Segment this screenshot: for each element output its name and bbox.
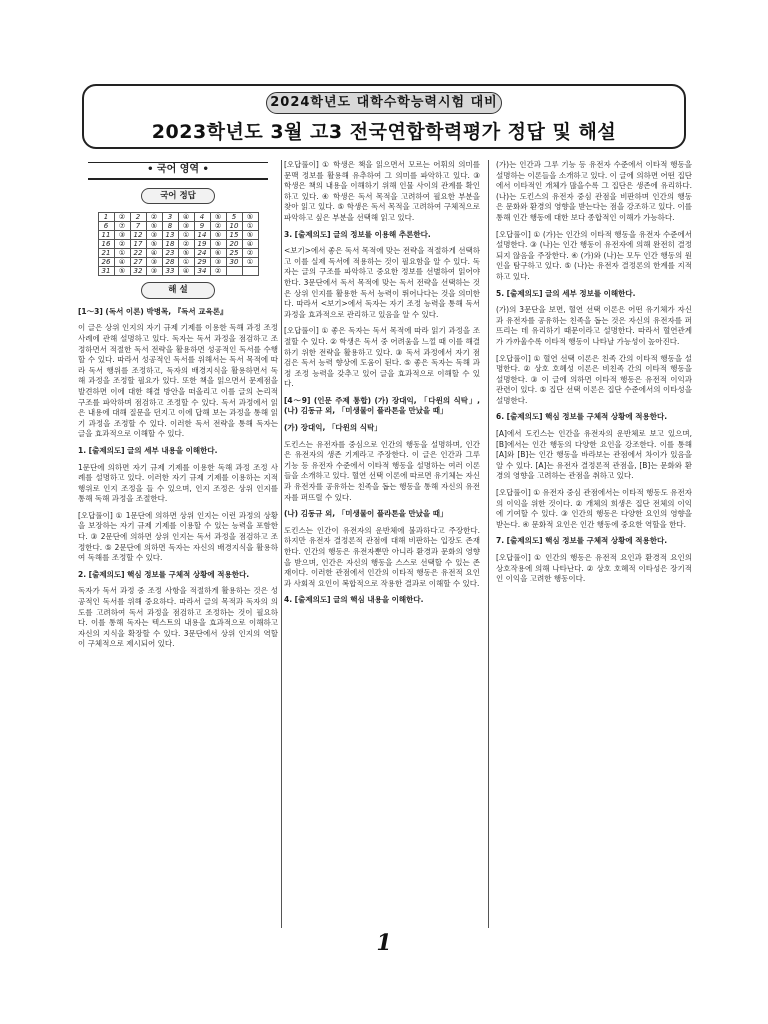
page-number: 1 bbox=[376, 930, 392, 956]
question-number-cell: 6 bbox=[98, 222, 114, 231]
passage-heading: [4～9] (인문 주제 통합) (가) 장대익, 「다윈의 식탁」, (나) 김동규 외, 「미생물이 플라톤을 만났을 때」 bbox=[284, 395, 480, 416]
paragraph: [오답풀이] ① (가)는 인간의 이타적 행동을 유전자 수준에서 설명한다. ③ (나)는 인간 행동이 유전자에 의해 완전히 결정되지 않음을 주장한다. ④ (가)와 (나)는 모두 인간 행동의 원인을 탐구하고 있다. ⑤ (나)는 유전자 결정론의 한계를 지적하고 있다. bbox=[496, 229, 692, 281]
question-number-cell: 19 bbox=[194, 240, 210, 249]
question-number-cell: 32 bbox=[130, 267, 146, 276]
question-heading: 7. [출제의도] 핵심 정보를 구체적 상황에 적용한다. bbox=[496, 536, 668, 546]
question-number-cell: 27 bbox=[130, 258, 146, 267]
question-heading: 2. [출제의도] 핵심 정보를 구체적 상황에 적용한다. bbox=[78, 569, 250, 579]
answer-row bbox=[98, 249, 258, 258]
answer-cell: ② bbox=[146, 213, 162, 222]
answer-cell: ④ bbox=[114, 258, 130, 267]
question-number-cell: 3 bbox=[162, 213, 178, 222]
question-number-cell: 31 bbox=[98, 267, 114, 276]
question-number-cell: 22 bbox=[130, 249, 146, 258]
answer-cell: ② bbox=[210, 267, 226, 276]
answer-cell bbox=[242, 267, 258, 276]
question-number-cell: 1 bbox=[98, 213, 114, 222]
answer-cell: ⑤ bbox=[178, 249, 194, 258]
answer-row bbox=[98, 231, 258, 240]
answer-row bbox=[98, 267, 258, 276]
question-heading: 3. [출제의도] 글의 정보를 이용해 추론한다. bbox=[284, 229, 431, 239]
question-number-cell: 5 bbox=[226, 213, 242, 222]
paragraph: 도킨스는 인간이 유전자의 운반체에 불과하다고 주장한다. 하지만 유전자 결정론적 관점에 대해 비판하는 입장도 존재한다. 인간의 행동은 유전자뿐만 아니라 환경과 문화의 영향을 받으며, 인간은 자신의 행동을 스스로 선택할 수 있는 존재이다. 이러한 관점에서 인간의 이타적 행동은 유전적 요인과 사회적 요인이 복합적으로 작용한 결과로 이해할 수 있다. bbox=[284, 525, 480, 588]
question-number-cell: 12 bbox=[130, 231, 146, 240]
question-number-cell: 21 bbox=[98, 249, 114, 258]
page-title: 2023학년도 3월 고3 전국연합학력평가 정답 및 해설 bbox=[151, 121, 617, 143]
paragraph: 독자가 독서 과정 중 조정 사항을 적절하게 활용하는 것은 성공적인 독서를 위해 중요하다. 따라서 글의 목적과 독자의 의도를 고려하여 독서 과정을 점검하고 조정하는 것이 필요하다. 이를 통해 독자는 텍스트의 내용을 효과적으로 이해하고 자신의 지식을 확장할 수 있다. 3문단에서 상위 인지의 역할이 구체적으로 제시되어 있다. bbox=[78, 586, 278, 649]
question-number-cell: 10 bbox=[226, 222, 242, 231]
exam-subtitle: 2024학년도 대학수학능력시험 대비 bbox=[266, 92, 502, 114]
paragraph: [오답풀이] ① 혈연 선택 이론은 친족 간의 이타적 행동을 설명한다. ② 상호 호혜성 이론은 비친족 간의 이타적 행동을 설명한다. ③ 이 글에 의하면 이타적 행동은 유전적 이익과 관련이 있다. ⑤ 집단 선택 이론은 집단 수준에서의 이타성을 설명한다. bbox=[496, 353, 692, 405]
answer-row bbox=[98, 240, 258, 249]
answer-cell: ③ bbox=[146, 258, 162, 267]
answer-cell: ⑤ bbox=[146, 240, 162, 249]
answer-cell: ① bbox=[178, 231, 194, 240]
passage-subheading: (나) 김동규 외, 「미생물이 플라톤을 만났을 때」 bbox=[284, 509, 448, 519]
answer-cell: ① bbox=[114, 249, 130, 258]
question-heading: 6. [출제의도] 핵심 정보를 구체적 상황에 적용한다. bbox=[496, 412, 668, 422]
question-number-cell: 9 bbox=[194, 222, 210, 231]
answer-cell: ③ bbox=[114, 231, 130, 240]
answer-cell: ⑥ bbox=[210, 249, 226, 258]
question-number-cell: 26 bbox=[98, 258, 114, 267]
question-number-cell: 33 bbox=[162, 267, 178, 276]
paragraph: 이 글은 상위 인지의 자기 규제 기제를 이용한 독해 과정 조정 사례에 관해 설명하고 있다. 독자는 독서 과정을 점검하고 조정하면서 적절한 독서 전략을 활용하면 성공적인 독서를 수행할 수 있다. 따라서 성공적인 독서를 위해서는 독서 목적에 따라 독서 행위를 조정하고, 독자의 배경지식을 활용하면서 독해 과정을 조정할 필요가 있다. 또한 책을 읽으면서 문제점을 발견하면 이에 대한 해결 방안을 떠올리고 이를 글의 논리적 구조를 파악하며 점검하고 조정할 수 있다. 독서 과정에서 읽은 내용에 대해 질문을 던지고 이에 답해 보는 과정을 통해 읽기 과정을 조정할 수 있다. 이러한 독서 전략을 통해 독자는 글을 효과적으로 이해할 수 있다. bbox=[78, 323, 278, 439]
question-number-cell: 8 bbox=[162, 222, 178, 231]
answer-cell: ① bbox=[242, 222, 258, 231]
answer-cell: ⑤ bbox=[114, 267, 130, 276]
answer-cell: ④ bbox=[178, 213, 194, 222]
question-number-cell: 23 bbox=[162, 249, 178, 258]
answer-cell: ③ bbox=[146, 267, 162, 276]
question-number-cell: 28 bbox=[162, 258, 178, 267]
question-heading: 4. [출제의도] 글의 핵심 내용을 이해한다. bbox=[284, 595, 424, 605]
column-divider bbox=[281, 160, 282, 928]
answer-cell: ② bbox=[178, 240, 194, 249]
answer-key-label: 국어 정답 bbox=[141, 188, 215, 205]
answer-cell: ② bbox=[242, 249, 258, 258]
question-number-cell: 18 bbox=[162, 240, 178, 249]
paragraph: [오답풀이] ① 학생은 책을 읽으면서 모르는 어휘의 의미를 문맥 정보를 활용해 유추하여 그 의미를 파악하고 있다. ③ 학생은 책의 내용을 이해하기 위해 인물 사이의 관계를 확인하고 있다. ④ 학생은 독서 목적을 고려하여 필요한 부분을 찾아 읽고 있다. ⑤ 학생은 독서 목적을 고려하여 구체적으로 파악하고 싶은 부분을 선택해 읽고 있다. bbox=[284, 160, 480, 222]
answer-cell: ② bbox=[114, 213, 130, 222]
question-number-cell: 25 bbox=[226, 249, 242, 258]
answer-row bbox=[98, 222, 258, 231]
paragraph: 도킨스는 유전자를 중심으로 인간의 행동을 설명하며, 인간은 유전자의 생존 기계라고 주장한다. 이 글은 인간과 그루 기능 등 유전자 수준에서 이타적 행동을 설명하는 여러 이론들을 소개하고 있다. 혈연 선택 이론에 따르면 유기체는 자신과 유전자를 공유하는 친족을 돕는 행동을 통해 자신의 유전자를 퍼뜨릴 수 있다. bbox=[284, 439, 480, 502]
answer-cell: ② bbox=[210, 222, 226, 231]
question-number-cell: 20 bbox=[226, 240, 242, 249]
paragraph: 1문단에 의하면 자기 규제 기제를 이용한 독해 과정 조정 사례를 설명하고 있다. 이러한 자기 규제 기제를 이용하는 지적 행위로 인지 조정을 들 수 있으며, 인지 조정은 상위 인지를 통해 독해 과정을 조절한다. bbox=[78, 462, 278, 504]
question-heading: 5. [출제의도] 글의 세부 정보를 이해한다. bbox=[496, 288, 636, 298]
answer-cell: ① bbox=[242, 258, 258, 267]
answer-cell: ⑤ bbox=[210, 231, 226, 240]
column-1 bbox=[78, 160, 278, 930]
column-3 bbox=[496, 160, 692, 930]
question-number-cell bbox=[226, 267, 242, 276]
commentary-label: 해 설 bbox=[141, 282, 215, 299]
paragraph: (가)의 3문단을 보면, 혈연 선택 이론은 어떤 유기체가 자신과 유전자를 공유하는 친족을 돕는 것은 자신의 유전자를 퍼뜨리는 데 유리하기 때문이라고 설명한다. 따라서 혈연관계가 가까울수록 이타적 행동이 나타날 가능성이 높아진다. bbox=[496, 305, 692, 346]
question-number-cell: 7 bbox=[130, 222, 146, 231]
column-2 bbox=[284, 160, 480, 930]
answer-cell: ⑤ bbox=[242, 213, 258, 222]
answer-table bbox=[98, 212, 259, 276]
answer-cell: ⑤ bbox=[210, 240, 226, 249]
passage-heading: [1～3] (독서 이론) 박병목, 『독서 교육론』 bbox=[78, 306, 228, 316]
answer-cell: ③ bbox=[178, 222, 194, 231]
question-heading: 1. [출제의도] 글의 세부 내용을 이해한다. bbox=[78, 445, 218, 455]
question-number-cell: 30 bbox=[226, 258, 242, 267]
paragraph: [A]에서 도킨스는 인간을 유전자의 운반체로 보고 있으며, [B]에서는 인간 행동의 다양한 요인을 강조한다. 이를 통해 [A]와 [B]는 인간 행동을 바라보는 관점에서 차이가 있음을 알 수 있다. [A]는 유전자 결정론적 관점을, [B]는 문화와 환경의 영향을 고려하는 관점을 취하고 있다. bbox=[496, 429, 692, 481]
answer-cell: ③ bbox=[146, 231, 162, 240]
question-number-cell: 11 bbox=[98, 231, 114, 240]
paragraph: [오답풀이] ① 1문단에 의하면 상위 인지는 이런 과정의 상황을 보장하는 자기 규제 기제를 이용할 수 있는 능력을 포함한다. ③ 2문단에 의하면 상위 인지는 독서 과정을 점검하고 조정한다. ⑤ 2문단에 의하면 독자는 자신의 배경지식을 활용하여 독해를 조정할 수 있다. bbox=[78, 510, 278, 563]
answer-cell: ④ bbox=[146, 249, 162, 258]
answer-row bbox=[98, 258, 258, 267]
question-number-cell: 17 bbox=[130, 240, 146, 249]
answer-row bbox=[98, 213, 258, 222]
question-number-cell: 15 bbox=[226, 231, 242, 240]
paragraph: [오답풀이] ① 인간의 행동은 유전적 요인과 환경적 요인의 상호작용에 의해 나타난다. ② 상호 호혜적 이타성은 장기적인 이익을 고려한 행동이다. bbox=[496, 553, 692, 584]
section-heading: • 국어 영역 • bbox=[88, 162, 268, 180]
answer-cell: ② bbox=[114, 240, 130, 249]
answer-cell: ④ bbox=[178, 267, 194, 276]
answer-cell: ④ bbox=[242, 240, 258, 249]
paragraph: <보기>에서 좋은 독서 목적에 맞는 전략을 적절하게 선택하고 이를 실제 독서에 적용하는 것이 필요함을 알 수 있다. 독자는 글의 구조를 파악하고 중요한 정보를 선별하여 읽어야 한다. 3문단에서 독서 목적에 맞는 독서 전략을 선택하는 것은 상위 인지를 활용한 독서 능력이 뛰어나다는 것을 의미한다. 따라서 <보기>에서 독자는 자기 조정 능력을 통해 독서 과정을 효과적으로 관리하고 있음을 알 수 있다. bbox=[284, 246, 480, 319]
answer-cell: ⑤ bbox=[146, 222, 162, 231]
paragraph: [오답풀이] ① 유전자 중심 관점에서는 이타적 행동도 유전자의 이익을 위한 것이다. ② 개체의 희생은 집단 전체의 이익에 기여할 수 있다. ③ 인간의 행동은 다양한 요인의 영향을 받는다. ④ 문화적 요인은 인간 행동에 중요한 역할을 한다. bbox=[496, 488, 692, 529]
question-number-cell: 14 bbox=[194, 231, 210, 240]
question-number-cell: 34 bbox=[194, 267, 210, 276]
question-number-cell: 13 bbox=[162, 231, 178, 240]
passage-subheading: (가) 장대익, 「다윈의 식탁」 bbox=[284, 423, 382, 433]
question-number-cell: 24 bbox=[194, 249, 210, 258]
answer-cell: ⑤ bbox=[210, 213, 226, 222]
question-number-cell: 29 bbox=[194, 258, 210, 267]
answer-cell: ⑤ bbox=[242, 231, 258, 240]
answer-cell: ① bbox=[178, 258, 194, 267]
answer-cell: ③ bbox=[210, 258, 226, 267]
answer-cell: ⑦ bbox=[114, 222, 130, 231]
question-number-cell: 2 bbox=[130, 213, 146, 222]
paragraph: (가)는 인간과 그루 기능 등 유전자 수준에서 이타적 행동을 설명하는 이론들을 소개하고 있다. 이 글에 의하면 어떤 집단에서 이타적인 개체가 많을수록 그 집단은 생존에 유리하다. (나)는 도킨스의 유전자 중심 관점을 비판하며 인간의 행동은 문화와 환경의 영향을 받는다는 점을 강조하고 있다. 이를 통해 인간 행동에 대한 보다 종합적인 이해가 가능하다. bbox=[496, 160, 692, 222]
header-box bbox=[82, 84, 686, 149]
question-number-cell: 4 bbox=[194, 213, 210, 222]
column-divider bbox=[488, 160, 489, 928]
paragraph: [오답풀이] ① 좋은 독자는 독서 목적에 따라 읽기 과정을 조절할 수 있다. ② 학생은 독서 중 어려움을 느낄 때 이를 해결하기 위한 전략을 활용하고 있다. ③ 독서 과정에서 자기 점검은 독서 능력 향상에 도움이 된다. ⑤ 좋은 독자는 독해 과정 조정 능력을 갖추고 있어 글을 효과적으로 이해할 수 있다. bbox=[284, 326, 480, 389]
question-number-cell: 16 bbox=[98, 240, 114, 249]
